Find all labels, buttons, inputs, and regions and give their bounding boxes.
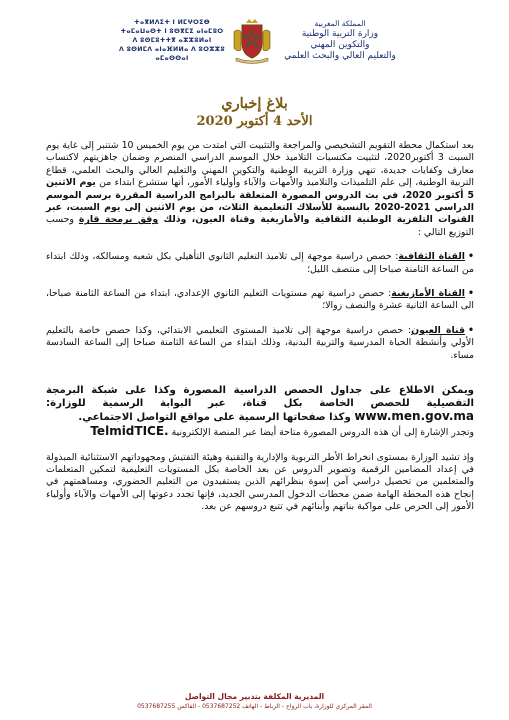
tifinagh-line: ⴷ ⵓⵙⵎⵓⵜⵜⴳ ⴰⵣⵣⵓⵍⴰⵏ [132,37,212,44]
channel-name: القناة الأمازيغية [391,288,465,300]
intro-tail-text: وحسب التوزيع التالي : [46,214,474,238]
ministry-line: المملكة المغربية [314,19,366,28]
channel-item-amazigh [46,288,474,313]
channel-description: : حصص دراسية موجهة إلى تلاميذ التعليم الثانوي التأهيلي بكل شعبه ومسالكه، وذلك ابتداء من الساعة الثامنة صباحا إلى منتصف الليل؛ [46,251,474,275]
intro-underlined-text: وفق برمجة قارة [78,214,159,226]
bullet-icon: • [467,324,474,336]
ministry-line: وزارة التربية الوطنية [301,29,379,39]
channel-item-laayoune [46,325,474,362]
bullet-icon: • [468,288,474,300]
channel-item-cultural [46,251,474,276]
platform-paragraph [46,425,474,439]
footer-directorate: المديرية المكلفة بتدبير مجال التواصل [184,692,325,701]
document-date: الأحد 4 أكتوبر 2020 [196,114,313,129]
channel-description: : حصص دراسية تهم مستويات التعليم الثانوي الإعدادي، ابتداء من الساعة الثامنة صباحا، الى الساعة الثانية عشرة والنصف زوالا؛ [46,288,474,312]
document-title: بلاغ إخباري [221,95,288,112]
intro-bold-text: يوم الاثنين 5 أكتوبر 2020، في بث الدروس المصورة المتعلقة بالبرامج الدراسية المقررة برسم الموسم الدراسي 2021-2020 بالنسبة للأسلاك التعليمية الثلاث، من يوم الاثنين إلى يوم السبت، عبر القنوات التلفزية الوطنية الثقافية والأمازيغية وقناة العيون، وذلك [46,177,475,226]
tifinagh-line: ⴷ ⵓⵙⵍⵎⴷ ⴰⵏⴰⴼⵍⵍⴰ ⴷ ⵓⵔⵣⵣⵓ ⴰⵎⴰⵙⵙⴰⵏ [119,46,225,62]
ministry-name-tifinagh [112,18,232,63]
channel-description: : حصص دراسية موجهة إلى تلاميذ المستوى التعليمي الابتدائي، وكذا حصص خاصة بالتعليم الأولي وأنشطة الحياة المدرسية والتربية البدنية، وذلك ابتداء من الساعة الثامنة صباحا إلى الساعة السادسة مساء. [46,324,474,361]
letterhead [0,0,509,82]
bullet-icon: • [468,251,474,263]
ministry-line: والتكوين المهني [310,40,370,50]
platform-text: وتجدر الإشارة إلى أن هذه الدروس المصورة متاحة أيضا عبر المنصة الإلكترونية [168,427,474,439]
channel-name: قناة العيون [411,324,465,336]
thanks-paragraph: وإذ تشيد الوزارة بمستوى انخراط الأطر التربوية والإدارية والتقنية وهيئة التفتيش ومجهوداتهم الاستثنائية المبذولة في إعداد المضامين الرقمية وتصوير الدروس عن بعد الخاصة بكل المستويات التعليمية لتمكين المتعلمات والمتعلمين من تحصيل دراسي آمن إسوة بنظرائهم الذين يستفيدون من التعليم الحضوري، ومساهمتهم في إنجاح هذه المحطة الهامة ضمن محطات الدخول المدرسي الجديد، فإنها تجدد دعوتها إلى الأمهات والآباء وأولياء الأمور إلى الحرص على مواكبة بناتهم وأبنائهم في تتبع دروسهم عن بعد. [46,451,474,513]
channel-name: القناة الثقافية [398,251,465,263]
links-text: ويمكن الاطلاع على جداول الحصص الدراسية المصورة وكذا على شبكة البرمجة التفصيلية للحصص الخاصة بكل قناة، عبر البوابة الرسمية للوزارة: [46,385,474,410]
footer-address: المقر المركزي للوزارة، باب الرواح - الرباط - الهاتف 0537687252 - الفاكس 0537687255 [137,703,372,710]
intro-text: بعد استكمال محطة التقويم التشخيصي والمراجعة والتثبيت التي امتدت من يوم الخميس 10 شتنبر إلى غاية يوم السبت 3 أكتوبر2020، لتثبيت مكتسبات التلاميذ خلال الموسم الدراسي المنصرم وضمان جاهزيتهم لاكتساب معارف وكفايات جديدة، تنهي وزارة التربية الوطنية والتكوين المهني والتعليم العالي والبحث العلمي، قطاع التربية الوطنية، إلى علم التلميذات والتلاميذ والأمهات والآباء وأولياء الأمور، أنها ستشرع ابتداء من [46,140,474,189]
intro-paragraph [46,140,474,239]
ministry-website-link[interactable]: www.men.gov.ma [354,409,474,424]
tifinagh-line: ⵜⴰⴳⵍⴷⵉⵜ ⵏ ⵍⵎⵖⵔⵉⴱ [134,19,210,26]
telmidtice-platform-name: TelmidTICE. [90,424,169,439]
links-paragraph [46,384,474,424]
footer [0,692,509,711]
ministry-name-arabic [265,18,415,62]
links-text-tail: وكذا صفحاتها الرسمية على مواقع التواصل الاجتماعي. [78,412,355,424]
ministry-line: والتعليم العالي والبحث العلمي [284,51,396,61]
document-body [46,140,474,514]
title-block [0,95,509,130]
tifinagh-line: ⵜⴰⵎⴰⵡⴰⵙⵜ ⵏ ⵓⵙⴳⵎⵉ ⴰⵏⴰⵎⵓⵔ [120,28,224,35]
